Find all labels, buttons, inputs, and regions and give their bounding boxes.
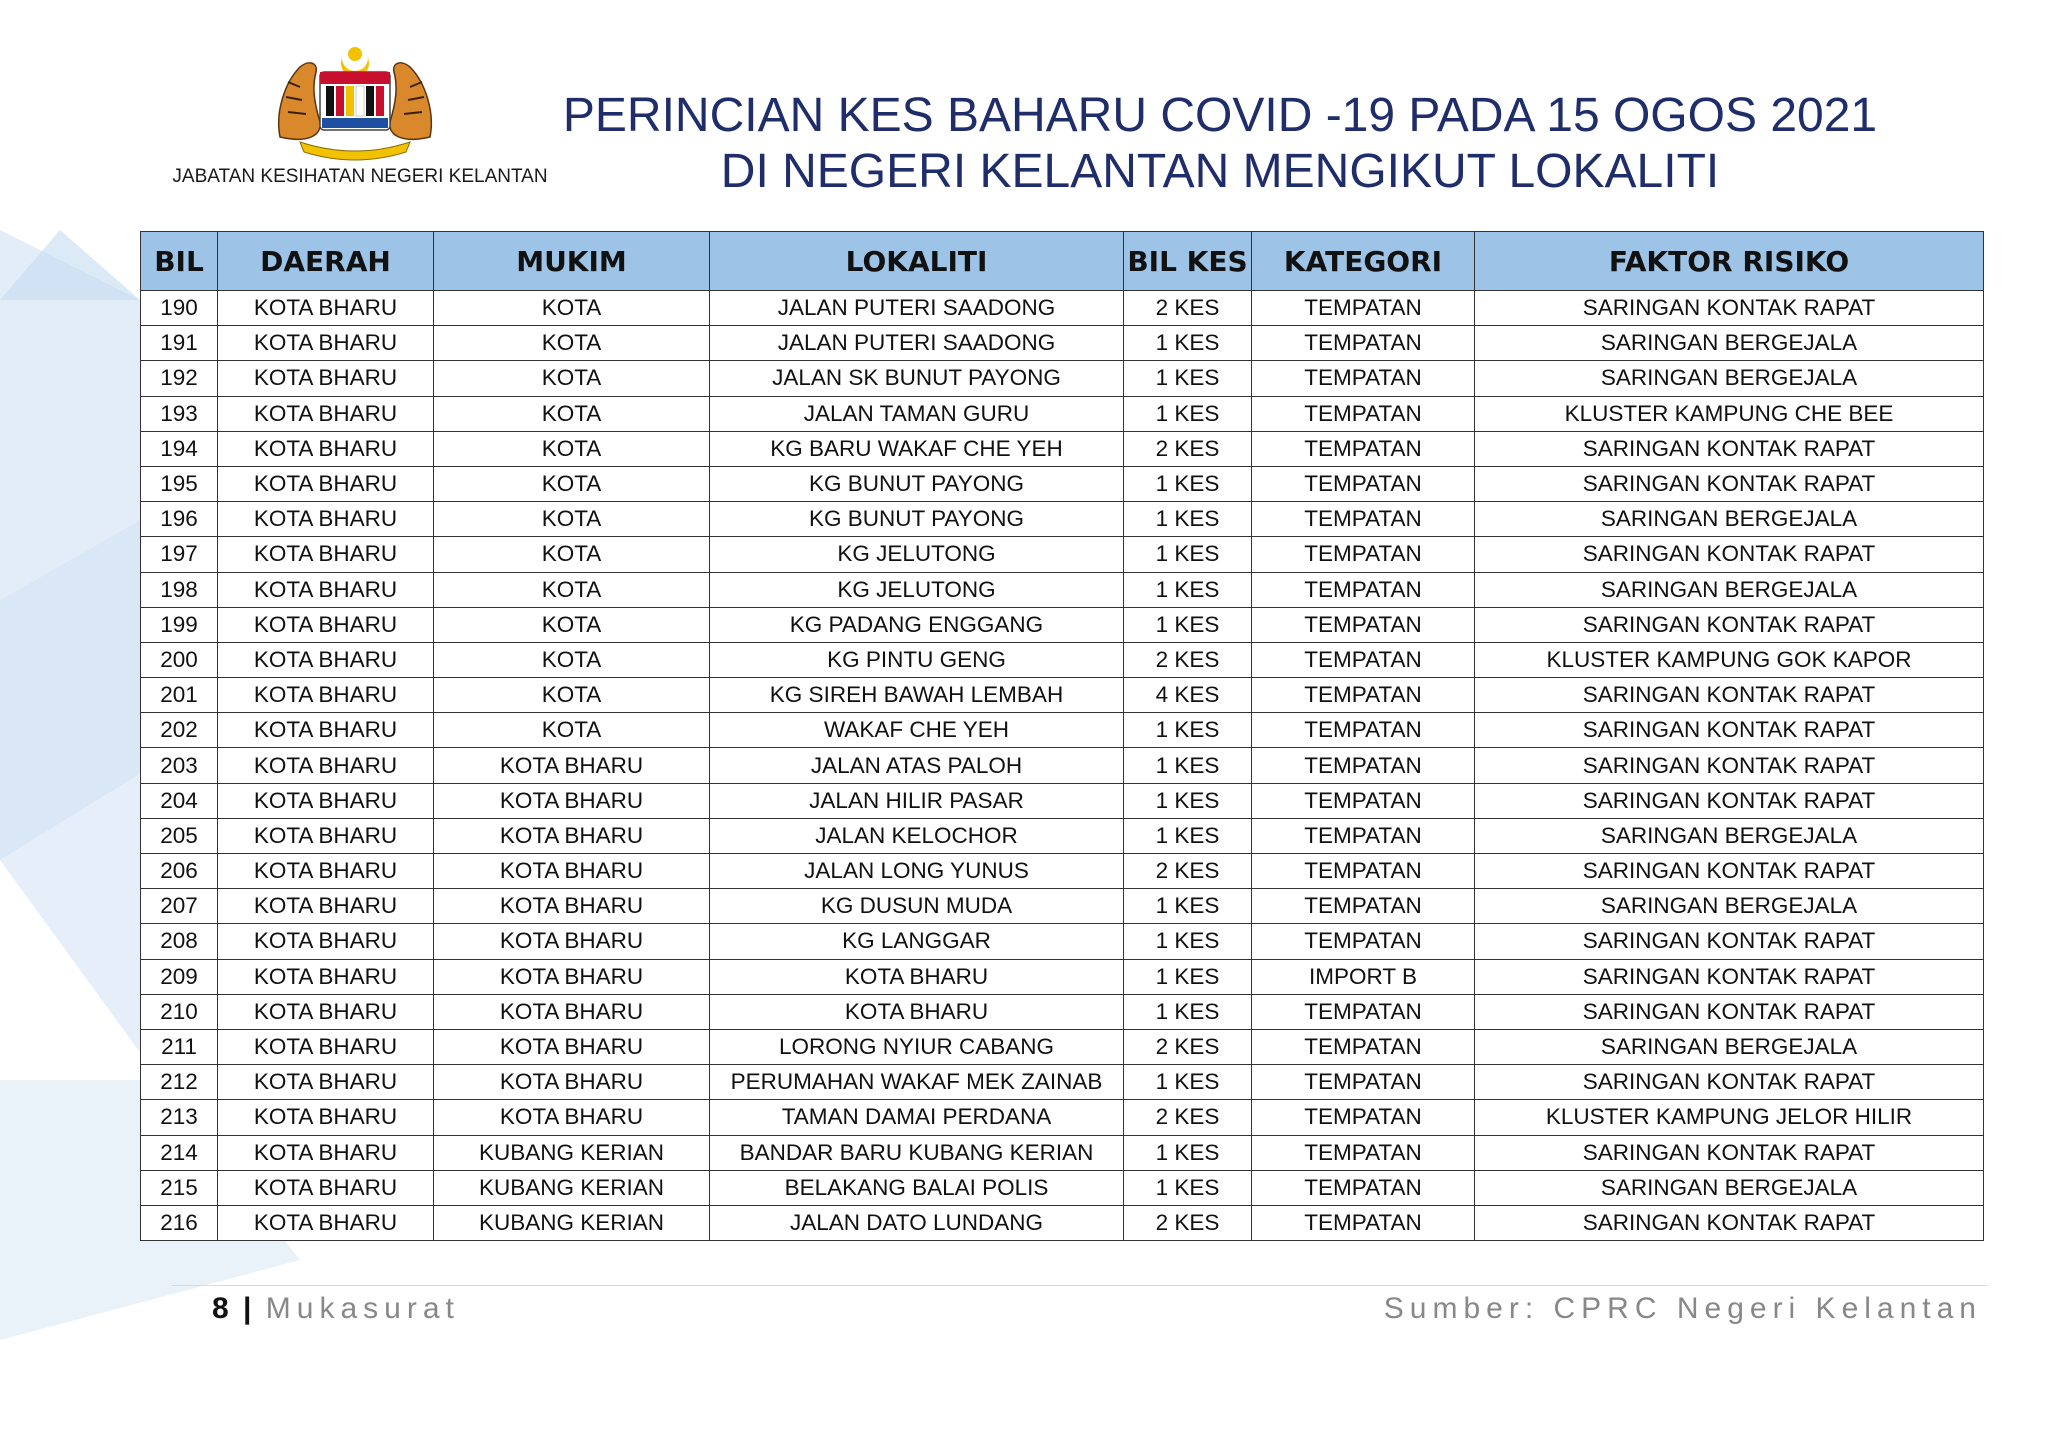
col-bil-kes-cell: 2 KES xyxy=(1124,291,1252,326)
col-bil-kes-cell: 1 KES xyxy=(1124,994,1252,1029)
col-kategori-cell: TEMPATAN xyxy=(1252,607,1475,642)
col-bil-kes-cell: 1 KES xyxy=(1124,1170,1252,1205)
col-mukim-cell: KOTA BHARU xyxy=(434,889,710,924)
col-daerah-cell: KOTA BHARU xyxy=(218,1170,434,1205)
col-bil-cell: 198 xyxy=(141,572,218,607)
col-bil-cell: 190 xyxy=(141,291,218,326)
col-faktor-risiko-cell: SARINGAN KONTAK RAPAT xyxy=(1475,994,1984,1029)
col-bil-cell: 196 xyxy=(141,502,218,537)
page-label: Mukasurat xyxy=(265,1292,460,1325)
col-bil-cell: 212 xyxy=(141,1065,218,1100)
col-kategori-cell: TEMPATAN xyxy=(1252,1065,1475,1100)
col-faktor-risiko-cell: SARINGAN KONTAK RAPAT xyxy=(1475,713,1984,748)
col-bil-kes-cell: 1 KES xyxy=(1124,889,1252,924)
col-bil-cell: 191 xyxy=(141,326,218,361)
col-daerah-cell: KOTA BHARU xyxy=(218,783,434,818)
col-lokaliti-cell: KG DUSUN MUDA xyxy=(710,889,1124,924)
col-faktor-risiko-cell: SARINGAN KONTAK RAPAT xyxy=(1475,748,1984,783)
col-bil-kes-cell: 2 KES xyxy=(1124,854,1252,889)
col-kategori-cell: TEMPATAN xyxy=(1252,854,1475,889)
col-lokaliti-cell: JALAN LONG YUNUS xyxy=(710,854,1124,889)
col-bil-cell: 209 xyxy=(141,959,218,994)
col-lokaliti-cell: JALAN TAMAN GURU xyxy=(710,396,1124,431)
table-row xyxy=(141,748,1984,783)
col-faktor-risiko-cell: SARINGAN KONTAK RAPAT xyxy=(1475,291,1984,326)
col-daerah-cell: KOTA BHARU xyxy=(218,572,434,607)
col-bil-cell: 206 xyxy=(141,854,218,889)
col-lokaliti-cell: JALAN HILIR PASAR xyxy=(710,783,1124,818)
col-faktor-risiko-cell: SARINGAN KONTAK RAPAT xyxy=(1475,854,1984,889)
col-faktor-risiko-cell: KLUSTER KAMPUNG GOK KAPOR xyxy=(1475,642,1984,677)
table-row xyxy=(141,572,1984,607)
col-lokaliti-cell: KOTA BHARU xyxy=(710,994,1124,1029)
col-kategori-cell: TEMPATAN xyxy=(1252,396,1475,431)
col-lokaliti-cell: KG PADANG ENGGANG xyxy=(710,607,1124,642)
col-bil-kes-cell: 2 KES xyxy=(1124,431,1252,466)
col-mukim-cell: KOTA xyxy=(434,431,710,466)
table-row xyxy=(141,1065,1984,1100)
col-mukim-cell: KOTA xyxy=(434,466,710,501)
table-row xyxy=(141,607,1984,642)
col-daerah-cell: KOTA BHARU xyxy=(218,361,434,396)
col-bil-kes-cell: 1 KES xyxy=(1124,572,1252,607)
page-footer xyxy=(212,1292,460,1326)
table-row xyxy=(141,959,1984,994)
col-bil-cell: 210 xyxy=(141,994,218,1029)
col-kategori-cell: TEMPATAN xyxy=(1252,713,1475,748)
col-bil-kes-cell: 1 KES xyxy=(1124,502,1252,537)
col-mukim-cell: KOTA BHARU xyxy=(434,748,710,783)
col-daerah-cell: KOTA BHARU xyxy=(218,1065,434,1100)
col-mukim-cell: KOTA BHARU xyxy=(434,854,710,889)
col-bil-cell: 208 xyxy=(141,924,218,959)
table-row xyxy=(141,431,1984,466)
col-daerah-cell: KOTA BHARU xyxy=(218,1205,434,1240)
col-faktor-risiko-header: FAKTOR RISIKO xyxy=(1475,232,1984,291)
col-kategori-cell: TEMPATAN xyxy=(1252,1135,1475,1170)
col-lokaliti-cell: JALAN KELOCHOR xyxy=(710,818,1124,853)
col-lokaliti-cell: JALAN SK BUNUT PAYONG xyxy=(710,361,1124,396)
col-daerah-cell: KOTA BHARU xyxy=(218,924,434,959)
col-bil-cell: 216 xyxy=(141,1205,218,1240)
table-row xyxy=(141,1205,1984,1240)
col-bil-kes-cell: 1 KES xyxy=(1124,396,1252,431)
col-faktor-risiko-cell: SARINGAN BERGEJALA xyxy=(1475,572,1984,607)
col-daerah-cell: KOTA BHARU xyxy=(218,466,434,501)
table-row xyxy=(141,1135,1984,1170)
col-mukim-cell: KOTA BHARU xyxy=(434,818,710,853)
col-daerah-cell: KOTA BHARU xyxy=(218,502,434,537)
col-daerah-cell: KOTA BHARU xyxy=(218,678,434,713)
col-bil-cell: 193 xyxy=(141,396,218,431)
col-lokaliti-header: LOKALITI xyxy=(710,232,1124,291)
col-mukim-cell: KOTA xyxy=(434,291,710,326)
col-faktor-risiko-cell: SARINGAN BERGEJALA xyxy=(1475,502,1984,537)
col-mukim-cell: KOTA xyxy=(434,572,710,607)
organization-name: JABATAN KESIHATAN NEGERI KELANTAN xyxy=(172,166,548,187)
col-faktor-risiko-cell: SARINGAN KONTAK RAPAT xyxy=(1475,783,1984,818)
col-bil-kes-cell: 1 KES xyxy=(1124,1065,1252,1100)
coat-of-arms-logo xyxy=(270,42,440,162)
col-faktor-risiko-cell: SARINGAN KONTAK RAPAT xyxy=(1475,1065,1984,1100)
table-row xyxy=(141,1100,1984,1135)
col-daerah-cell: KOTA BHARU xyxy=(218,537,434,572)
col-bil-cell: 214 xyxy=(141,1135,218,1170)
table-row xyxy=(141,818,1984,853)
col-bil-cell: 197 xyxy=(141,537,218,572)
table-row xyxy=(141,466,1984,501)
col-kategori-cell: TEMPATAN xyxy=(1252,1170,1475,1205)
table-row xyxy=(141,361,1984,396)
col-kategori-cell: TEMPATAN xyxy=(1252,748,1475,783)
col-bil-kes-cell: 1 KES xyxy=(1124,466,1252,501)
table-row xyxy=(141,713,1984,748)
table-row xyxy=(141,291,1984,326)
col-lokaliti-cell: BELAKANG BALAI POLIS xyxy=(710,1170,1124,1205)
col-mukim-cell: KOTA xyxy=(434,642,710,677)
col-mukim-cell: KUBANG KERIAN xyxy=(434,1170,710,1205)
col-lokaliti-cell: JALAN PUTERI SAADONG xyxy=(710,326,1124,361)
col-bil-kes-cell: 1 KES xyxy=(1124,537,1252,572)
col-mukim-cell: KOTA BHARU xyxy=(434,783,710,818)
col-lokaliti-cell: KG LANGGAR xyxy=(710,924,1124,959)
col-kategori-cell: TEMPATAN xyxy=(1252,642,1475,677)
col-lokaliti-cell: LORONG NYIUR CABANG xyxy=(710,1029,1124,1064)
col-kategori-cell: TEMPATAN xyxy=(1252,466,1475,501)
title-line-1: PERINCIAN KES BAHARU COVID -19 PADA 15 OGOS 2021 xyxy=(562,89,1878,142)
col-kategori-cell: TEMPATAN xyxy=(1252,924,1475,959)
col-bil-cell: 200 xyxy=(141,642,218,677)
table-header-row xyxy=(141,232,1984,291)
col-mukim-cell: KOTA BHARU xyxy=(434,1065,710,1100)
col-bil-kes-cell: 1 KES xyxy=(1124,924,1252,959)
col-daerah-cell: KOTA BHARU xyxy=(218,854,434,889)
col-daerah-cell: KOTA BHARU xyxy=(218,607,434,642)
col-bil-cell: 215 xyxy=(141,1170,218,1205)
col-mukim-cell: KOTA xyxy=(434,326,710,361)
col-bil-cell: 207 xyxy=(141,889,218,924)
col-daerah-cell: KOTA BHARU xyxy=(218,994,434,1029)
col-lokaliti-cell: KG BARU WAKAF CHE YEH xyxy=(710,431,1124,466)
col-kategori-cell: TEMPATAN xyxy=(1252,572,1475,607)
col-faktor-risiko-cell: SARINGAN BERGEJALA xyxy=(1475,326,1984,361)
col-daerah-cell: KOTA BHARU xyxy=(218,713,434,748)
col-bil-kes-cell: 1 KES xyxy=(1124,1135,1252,1170)
col-bil-kes-cell: 1 KES xyxy=(1124,748,1252,783)
col-mukim-cell: KUBANG KERIAN xyxy=(434,1205,710,1240)
col-lokaliti-cell: KG JELUTONG xyxy=(710,572,1124,607)
col-bil-kes-cell: 1 KES xyxy=(1124,607,1252,642)
col-mukim-cell: KUBANG KERIAN xyxy=(434,1135,710,1170)
col-bil-kes-cell: 1 KES xyxy=(1124,783,1252,818)
col-bil-cell: 192 xyxy=(141,361,218,396)
table-row xyxy=(141,889,1984,924)
col-faktor-risiko-cell: SARINGAN KONTAK RAPAT xyxy=(1475,924,1984,959)
col-bil-kes-cell: 2 KES xyxy=(1124,1205,1252,1240)
col-mukim-cell: KOTA BHARU xyxy=(434,1100,710,1135)
table-row xyxy=(141,326,1984,361)
col-mukim-cell: KOTA xyxy=(434,361,710,396)
table-row xyxy=(141,783,1984,818)
col-faktor-risiko-cell: SARINGAN KONTAK RAPAT xyxy=(1475,431,1984,466)
source-credit: Sumber: CPRC Negeri Kelantan xyxy=(1383,1292,1982,1325)
col-daerah-cell: KOTA BHARU xyxy=(218,1135,434,1170)
col-daerah-cell: KOTA BHARU xyxy=(218,889,434,924)
col-bil-kes-cell: 4 KES xyxy=(1124,678,1252,713)
table-row xyxy=(141,642,1984,677)
col-kategori-cell: TEMPATAN xyxy=(1252,291,1475,326)
col-faktor-risiko-cell: SARINGAN BERGEJALA xyxy=(1475,361,1984,396)
table-row xyxy=(141,854,1984,889)
col-daerah-cell: KOTA BHARU xyxy=(218,326,434,361)
page-title xyxy=(500,88,1940,200)
col-kategori-cell: TEMPATAN xyxy=(1252,1029,1475,1064)
col-lokaliti-cell: JALAN ATAS PALOH xyxy=(710,748,1124,783)
col-kategori-cell: TEMPATAN xyxy=(1252,678,1475,713)
col-daerah-header: DAERAH xyxy=(218,232,434,291)
col-mukim-cell: KOTA BHARU xyxy=(434,1029,710,1064)
col-bil-cell: 199 xyxy=(141,607,218,642)
col-mukim-cell: KOTA xyxy=(434,502,710,537)
col-daerah-cell: KOTA BHARU xyxy=(218,959,434,994)
table-row xyxy=(141,1029,1984,1064)
cases-table xyxy=(140,231,1984,1241)
col-bil-cell: 204 xyxy=(141,783,218,818)
col-mukim-cell: KOTA xyxy=(434,607,710,642)
col-bil-kes-cell: 1 KES xyxy=(1124,326,1252,361)
col-faktor-risiko-cell: SARINGAN KONTAK RAPAT xyxy=(1475,537,1984,572)
col-faktor-risiko-cell: SARINGAN KONTAK RAPAT xyxy=(1475,959,1984,994)
col-daerah-cell: KOTA BHARU xyxy=(218,818,434,853)
col-faktor-risiko-cell: KLUSTER KAMPUNG CHE BEE xyxy=(1475,396,1984,431)
title-line-2: DI NEGERI KELANTAN MENGIKUT LOKALITI xyxy=(720,145,1720,198)
col-mukim-header: MUKIM xyxy=(434,232,710,291)
col-kategori-cell: TEMPATAN xyxy=(1252,1205,1475,1240)
col-lokaliti-cell: JALAN DATO LUNDANG xyxy=(710,1205,1124,1240)
col-faktor-risiko-cell: SARINGAN BERGEJALA xyxy=(1475,818,1984,853)
col-lokaliti-cell: KG PINTU GENG xyxy=(710,642,1124,677)
col-bil-kes-cell: 2 KES xyxy=(1124,642,1252,677)
col-kategori-cell: TEMPATAN xyxy=(1252,361,1475,396)
col-lokaliti-cell: KG BUNUT PAYONG xyxy=(710,466,1124,501)
table-row xyxy=(141,678,1984,713)
col-bil-kes-cell: 2 KES xyxy=(1124,1100,1252,1135)
table-body xyxy=(141,291,1984,1241)
col-bil-cell: 195 xyxy=(141,466,218,501)
table-row xyxy=(141,924,1984,959)
col-daerah-cell: KOTA BHARU xyxy=(218,431,434,466)
footer-divider xyxy=(172,1285,1987,1286)
col-bil-cell: 194 xyxy=(141,431,218,466)
col-mukim-cell: KOTA xyxy=(434,713,710,748)
col-lokaliti-cell: PERUMAHAN WAKAF MEK ZAINAB xyxy=(710,1065,1124,1100)
table-row xyxy=(141,1170,1984,1205)
col-faktor-risiko-cell: KLUSTER KAMPUNG JELOR HILIR xyxy=(1475,1100,1984,1135)
col-kategori-header: KATEGORI xyxy=(1252,232,1475,291)
col-bil-kes-cell: 2 KES xyxy=(1124,1029,1252,1064)
col-kategori-cell: TEMPATAN xyxy=(1252,537,1475,572)
col-kategori-cell: TEMPATAN xyxy=(1252,326,1475,361)
col-lokaliti-cell: KG JELUTONG xyxy=(710,537,1124,572)
table-row xyxy=(141,502,1984,537)
col-lokaliti-cell: KG BUNUT PAYONG xyxy=(710,502,1124,537)
col-daerah-cell: KOTA BHARU xyxy=(218,1100,434,1135)
table-row xyxy=(141,396,1984,431)
col-lokaliti-cell: BANDAR BARU KUBANG KERIAN xyxy=(710,1135,1124,1170)
col-bil-cell: 211 xyxy=(141,1029,218,1064)
col-bil-cell: 201 xyxy=(141,678,218,713)
col-daerah-cell: KOTA BHARU xyxy=(218,291,434,326)
col-mukim-cell: KOTA xyxy=(434,537,710,572)
col-faktor-risiko-cell: SARINGAN KONTAK RAPAT xyxy=(1475,678,1984,713)
col-bil-kes-cell: 1 KES xyxy=(1124,361,1252,396)
col-kategori-cell: TEMPATAN xyxy=(1252,889,1475,924)
col-mukim-cell: KOTA BHARU xyxy=(434,924,710,959)
col-kategori-cell: TEMPATAN xyxy=(1252,1100,1475,1135)
col-lokaliti-cell: WAKAF CHE YEH xyxy=(710,713,1124,748)
col-kategori-cell: TEMPATAN xyxy=(1252,818,1475,853)
col-lokaliti-cell: TAMAN DAMAI PERDANA xyxy=(710,1100,1124,1135)
page-number: 8 xyxy=(212,1292,229,1325)
col-mukim-cell: KOTA BHARU xyxy=(434,994,710,1029)
col-kategori-cell: TEMPATAN xyxy=(1252,502,1475,537)
col-mukim-cell: KOTA xyxy=(434,396,710,431)
col-daerah-cell: KOTA BHARU xyxy=(218,396,434,431)
col-mukim-cell: KOTA xyxy=(434,678,710,713)
page-separator: | xyxy=(243,1292,252,1325)
col-kategori-cell: IMPORT B xyxy=(1252,959,1475,994)
col-bil-kes-header: BIL KES xyxy=(1124,232,1252,291)
col-daerah-cell: KOTA BHARU xyxy=(218,748,434,783)
col-faktor-risiko-cell: SARINGAN KONTAK RAPAT xyxy=(1475,607,1984,642)
col-lokaliti-cell: JALAN PUTERI SAADONG xyxy=(710,291,1124,326)
col-daerah-cell: KOTA BHARU xyxy=(218,1029,434,1064)
col-kategori-cell: TEMPATAN xyxy=(1252,431,1475,466)
col-kategori-cell: TEMPATAN xyxy=(1252,994,1475,1029)
col-faktor-risiko-cell: SARINGAN KONTAK RAPAT xyxy=(1475,466,1984,501)
col-faktor-risiko-cell: SARINGAN BERGEJALA xyxy=(1475,1029,1984,1064)
col-bil-cell: 202 xyxy=(141,713,218,748)
col-bil-kes-cell: 1 KES xyxy=(1124,713,1252,748)
col-mukim-cell: KOTA BHARU xyxy=(434,959,710,994)
col-daerah-cell: KOTA BHARU xyxy=(218,642,434,677)
col-bil-cell: 203 xyxy=(141,748,218,783)
col-faktor-risiko-cell: SARINGAN BERGEJALA xyxy=(1475,1170,1984,1205)
col-kategori-cell: TEMPATAN xyxy=(1252,783,1475,818)
col-bil-cell: 213 xyxy=(141,1100,218,1135)
table-row xyxy=(141,994,1984,1029)
col-faktor-risiko-cell: SARINGAN KONTAK RAPAT xyxy=(1475,1205,1984,1240)
col-faktor-risiko-cell: SARINGAN KONTAK RAPAT xyxy=(1475,1135,1984,1170)
col-bil-header: BIL xyxy=(141,232,218,291)
table-row xyxy=(141,537,1984,572)
col-bil-kes-cell: 1 KES xyxy=(1124,818,1252,853)
col-faktor-risiko-cell: SARINGAN BERGEJALA xyxy=(1475,889,1984,924)
col-lokaliti-cell: KG SIREH BAWAH LEMBAH xyxy=(710,678,1124,713)
col-bil-kes-cell: 1 KES xyxy=(1124,959,1252,994)
col-bil-cell: 205 xyxy=(141,818,218,853)
col-lokaliti-cell: KOTA BHARU xyxy=(710,959,1124,994)
